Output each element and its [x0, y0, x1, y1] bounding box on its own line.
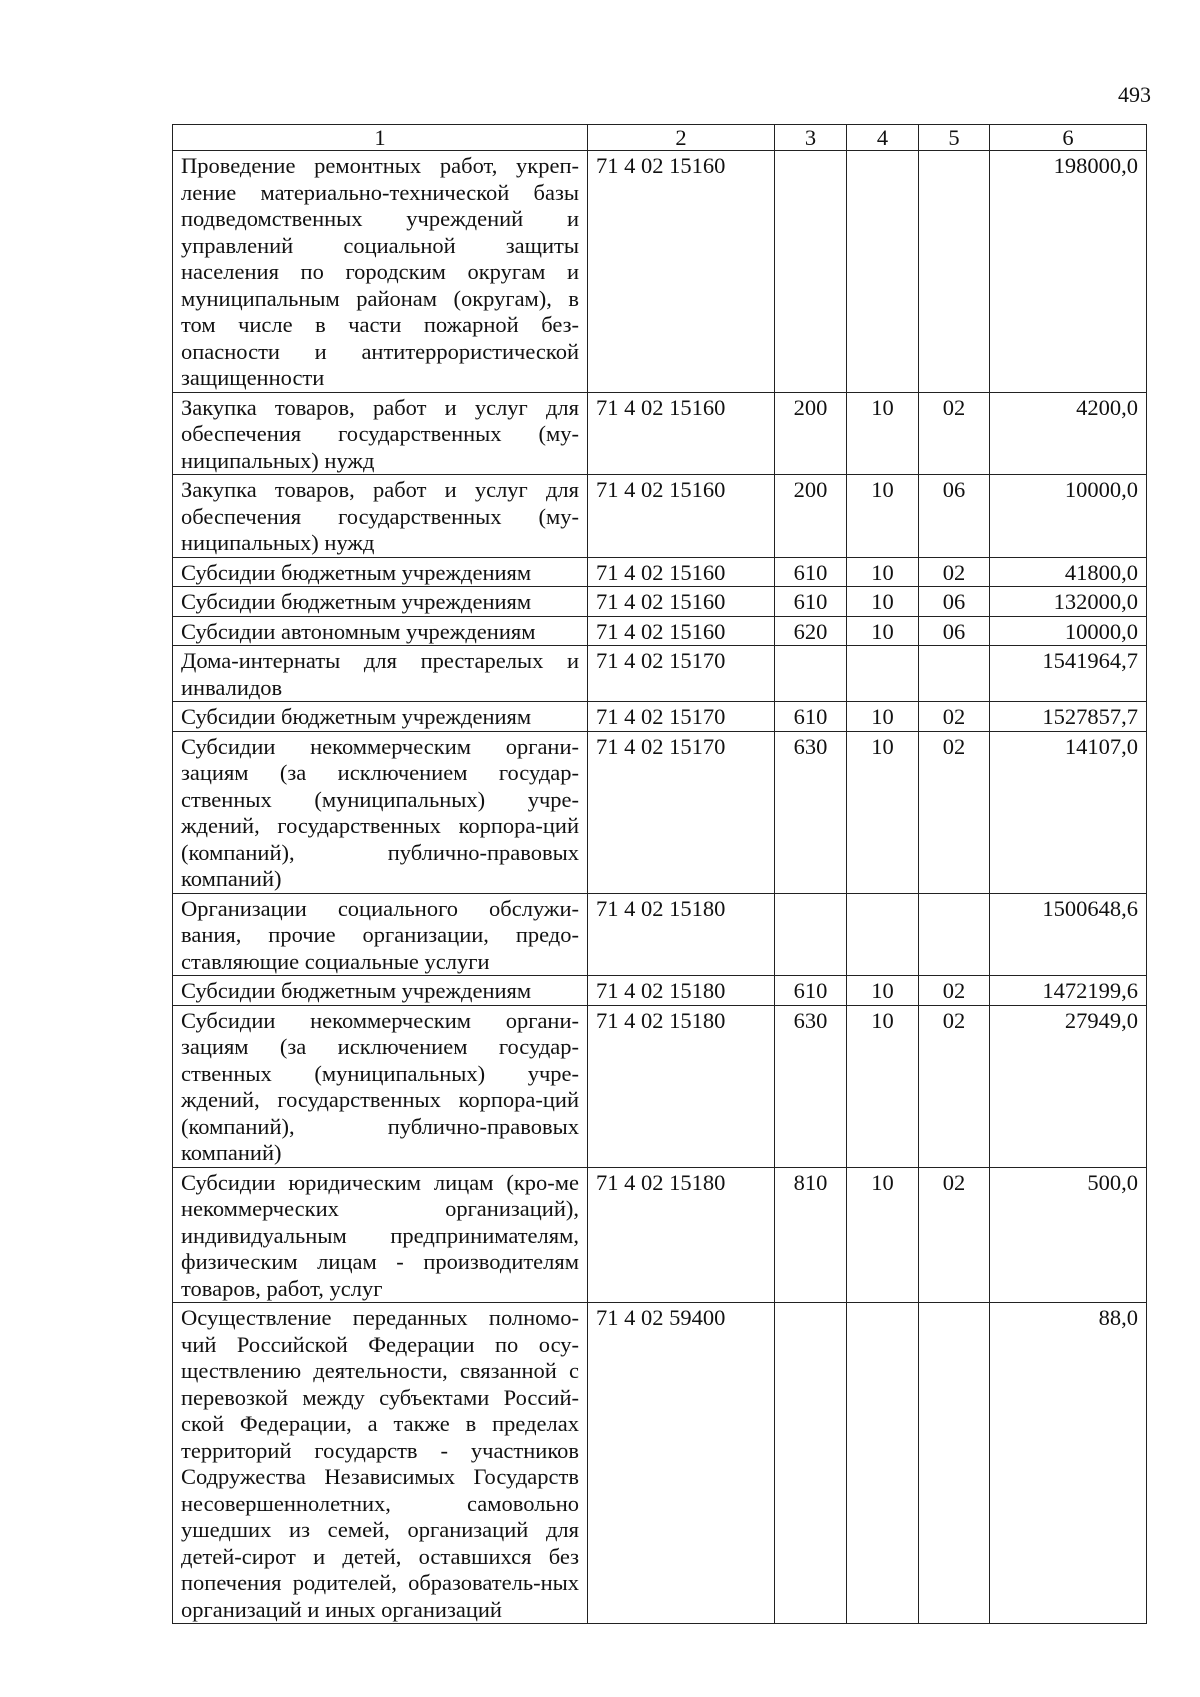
table-row: [173, 587, 1147, 617]
row-col3-cell: 610: [775, 702, 847, 732]
page-number: 493: [1118, 82, 1151, 107]
row-col5-cell: [919, 646, 990, 702]
row-name-cell: Дома-интернаты для престарелых и инвалидов: [173, 646, 588, 702]
table-row: [173, 976, 1147, 1006]
row-col5-cell: 02: [919, 1005, 990, 1167]
row-name-cell: Проведение ремонтных работ, укреп-ление материально-технической базы подведомственных учреждений и управлений социальной защиты населения по городским округам и муниципальным районам (округам), в том числе в части пожарной без-опасности и антитеррористической защищенности: [173, 151, 588, 393]
row-name-cell: Субсидии некоммерческим органи-зациям (за исключением государ-ственных (муниципальных) учре-ждений, государственных корпора-ций (компаний), публично-правовых компаний): [173, 731, 588, 893]
table-row: [173, 557, 1147, 587]
row-col3-cell: [775, 1303, 847, 1624]
row-col5-cell: 02: [919, 731, 990, 893]
row-name-cell: Организации социального обслужи-вания, прочие организации, предо-ставляющие социальные услуги: [173, 893, 588, 976]
row-col4-cell: [847, 151, 919, 393]
row-col5-cell: 02: [919, 702, 990, 732]
row-col3-cell: 610: [775, 976, 847, 1006]
row-col5-cell: 06: [919, 616, 990, 646]
row-amount-cell: 41800,0: [990, 557, 1147, 587]
row-amount-cell: 500,0: [990, 1167, 1147, 1303]
row-col4-cell: 10: [847, 1167, 919, 1303]
row-col4-cell: [847, 893, 919, 976]
header-col-4: 4: [847, 125, 919, 151]
row-col3-cell: [775, 646, 847, 702]
row-col5-cell: 02: [919, 392, 990, 475]
row-col4-cell: 10: [847, 616, 919, 646]
row-col5-cell: 06: [919, 587, 990, 617]
row-code-cell: 71 4 02 15170: [588, 731, 775, 893]
row-col3-cell: 610: [775, 557, 847, 587]
row-code-cell: 71 4 02 15160: [588, 475, 775, 558]
table-row: [173, 731, 1147, 893]
row-col5-cell: 02: [919, 1167, 990, 1303]
row-col4-cell: 10: [847, 1005, 919, 1167]
table-row: [173, 702, 1147, 732]
row-amount-cell: 198000,0: [990, 151, 1147, 393]
row-code-cell: 71 4 02 15160: [588, 392, 775, 475]
row-code-cell: 71 4 02 15180: [588, 976, 775, 1006]
row-col4-cell: 10: [847, 587, 919, 617]
row-code-cell: 71 4 02 15180: [588, 1005, 775, 1167]
header-col-5: 5: [919, 125, 990, 151]
row-amount-cell: 14107,0: [990, 731, 1147, 893]
row-amount-cell: 1500648,6: [990, 893, 1147, 976]
table-row: [173, 392, 1147, 475]
row-code-cell: 71 4 02 15180: [588, 893, 775, 976]
row-col4-cell: 10: [847, 557, 919, 587]
header-col-6: 6: [990, 125, 1147, 151]
row-col4-cell: [847, 646, 919, 702]
table-header-row: [173, 125, 1147, 151]
header-col-1: 1: [173, 125, 588, 151]
row-amount-cell: 4200,0: [990, 392, 1147, 475]
row-name-cell: Закупка товаров, работ и услуг для обеспечения государственных (му-ниципальных) нужд: [173, 392, 588, 475]
row-code-cell: 71 4 02 15160: [588, 616, 775, 646]
row-code-cell: 71 4 02 15160: [588, 151, 775, 393]
row-name-cell: Субсидии юридическим лицам (кро-ме некоммерческих организаций), индивидуальным предпринимателям, физическим лицам - производителям товаров, работ, услуг: [173, 1167, 588, 1303]
table-row: [173, 151, 1147, 393]
row-amount-cell: 132000,0: [990, 587, 1147, 617]
row-amount-cell: 1527857,7: [990, 702, 1147, 732]
row-name-cell: Субсидии бюджетным учреждениям: [173, 702, 588, 732]
row-col4-cell: 10: [847, 976, 919, 1006]
row-name-cell: Осуществление переданных полномо-чий Российской Федерации по осу-ществлению деятельности, связанной с перевозкой между субъектами Россий-ской Федерации, а также в пределах территорий государств - участников Содружества Независимых Государств несовершеннолетних, самовольно ушедших из семей, организаций для детей-сирот и детей, оставшихся без попечения родителей, образователь-ных организаций и иных организаций: [173, 1303, 588, 1624]
row-name-cell: Субсидии некоммерческим органи-зациям (за исключением государ-ственных (муниципальных) учре-ждений, государственных корпора-ций (компаний), публично-правовых компаний): [173, 1005, 588, 1167]
row-col3-cell: [775, 893, 847, 976]
row-col3-cell: 200: [775, 475, 847, 558]
row-col4-cell: 10: [847, 392, 919, 475]
table-row: [173, 1303, 1147, 1624]
header-col-2: 2: [588, 125, 775, 151]
row-name-cell: Субсидии бюджетным учреждениям: [173, 976, 588, 1006]
row-col4-cell: 10: [847, 702, 919, 732]
row-col3-cell: 810: [775, 1167, 847, 1303]
row-col3-cell: 610: [775, 587, 847, 617]
row-col5-cell: 06: [919, 475, 990, 558]
row-name-cell: Субсидии автономным учреждениям: [173, 616, 588, 646]
table-row: [173, 616, 1147, 646]
row-col4-cell: 10: [847, 731, 919, 893]
row-code-cell: 71 4 02 59400: [588, 1303, 775, 1624]
table-row: [173, 893, 1147, 976]
row-col3-cell: 630: [775, 1005, 847, 1167]
row-amount-cell: 27949,0: [990, 1005, 1147, 1167]
row-amount-cell: 1472199,6: [990, 976, 1147, 1006]
row-code-cell: 71 4 02 15180: [588, 1167, 775, 1303]
row-col5-cell: [919, 1303, 990, 1624]
row-code-cell: 71 4 02 15170: [588, 702, 775, 732]
budget-table: [172, 124, 1147, 1624]
table-row: [173, 646, 1147, 702]
row-col3-cell: [775, 151, 847, 393]
row-name-cell: Закупка товаров, работ и услуг для обеспечения государственных (му-ниципальных) нужд: [173, 475, 588, 558]
row-col4-cell: 10: [847, 475, 919, 558]
row-name-cell: Субсидии бюджетным учреждениям: [173, 587, 588, 617]
row-col5-cell: 02: [919, 976, 990, 1006]
row-col3-cell: 620: [775, 616, 847, 646]
row-amount-cell: 1541964,7: [990, 646, 1147, 702]
header-col-3: 3: [775, 125, 847, 151]
row-col5-cell: 02: [919, 557, 990, 587]
table-row: [173, 1167, 1147, 1303]
row-amount-cell: 88,0: [990, 1303, 1147, 1624]
row-col5-cell: [919, 893, 990, 976]
row-amount-cell: 10000,0: [990, 475, 1147, 558]
row-code-cell: 71 4 02 15170: [588, 646, 775, 702]
row-code-cell: 71 4 02 15160: [588, 557, 775, 587]
table-row: [173, 1005, 1147, 1167]
row-code-cell: 71 4 02 15160: [588, 587, 775, 617]
row-name-cell: Субсидии бюджетным учреждениям: [173, 557, 588, 587]
row-col5-cell: [919, 151, 990, 393]
row-col4-cell: [847, 1303, 919, 1624]
row-col3-cell: 630: [775, 731, 847, 893]
row-col3-cell: 200: [775, 392, 847, 475]
row-amount-cell: 10000,0: [990, 616, 1147, 646]
table-row: [173, 475, 1147, 558]
